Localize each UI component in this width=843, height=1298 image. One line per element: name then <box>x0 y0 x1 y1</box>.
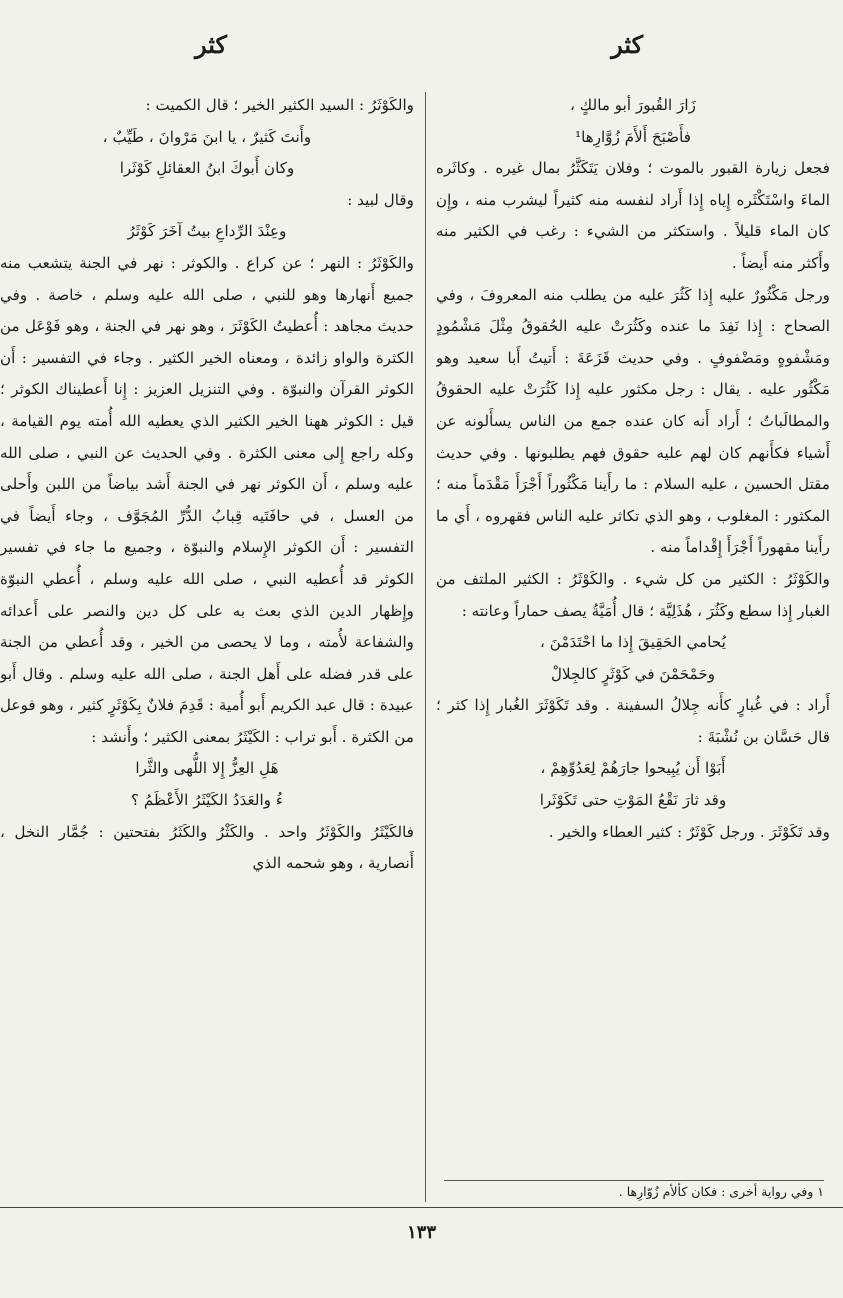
column-divider <box>425 92 426 1202</box>
verse-line: زَارَ القُبورَ أبو مالكٍ ، <box>570 96 696 114</box>
footnote: ١ وفي رواية أخرى : فكان كألأم زُوّارِها . <box>444 1180 824 1201</box>
verse-line: وعِنْدَ الرِّداعِ بيتُ آخَرَ كَوْثَرُ <box>127 222 287 241</box>
paragraph: أَراد : في غُبارٍ كأَنه جِلالُ السفينة . وقد تَكَوْثَرَ الغُبار إِذا كثر ؛ قال حَسَّان بن نُشْبَةَ : <box>436 696 830 746</box>
verse-line: فأَصْبَحَ أَلأَمَ زُوَّارِها¹ <box>574 127 692 146</box>
paragraph: وقال لبيد : <box>347 190 414 209</box>
right-column <box>436 90 830 1202</box>
bottom-rule <box>0 1207 843 1208</box>
paragraph: فجعل زيارة القبور بالموت ؛ وفلان يَتَكَثَّرُ بمال غيره . وكاثَره الماءَ واسْتَكْثَره إِياه إِذا أَراد لنفسه منه كثيراً ليشرب منه ، وإِن كان الماء قليلاً . واستكثر من الشيء : رغب في الكثير منه وأَكثر منه أَيضاً . <box>436 159 830 272</box>
verse-line: وكان أَبوكَ ابنُ العقائلِ كَوْثَرا <box>119 159 295 178</box>
paragraph: ورجل مَكْثُورٌ عليه إِذا كَثُرَ عليه من يطلب منه المعروفَ ، وفي الصحاح : إِذا نَفِدَ ما عنده وكَثُرَتْ عليه الحُقوقُ مِثْلَ مَشْمُودٍ ومَشْفوهٍ ومَضْفوفٍ . وفي حديث قَزَعَةَ : أَتيتُ أَبا سعيد وهو مَكْثُور عليه . يقال : رجل مكثور عليه إِذا كَثُرَتْ عليه الحقوقُ والمطالَباتُ ؛ أَراد أَنه كان عنده جمع من الناس يسأَلونه عن أَشياء فكأَنهم كان لهم عليه حقوق فهم يطلبونها . وفي حديث مقتل الحسين ، عليه السلام : ما رأَينا مَكْثُوراً أَجْرَأَ مَقْدَماً منه ؛ المكثور : المغلوب ، وهو الذي تكاثر عليه الناس فقهروه ، أَي ما رأَينا مقهوراً أَجْرَأَ إِقْداماً منه . <box>436 285 830 557</box>
paragraph: والكَوْثَرُ : النهر ؛ عن كراع . والكوثر : نهر في الجنة يتشعب منه جميع أَنهارها وهو للنبي ، صلى الله عليه وسلم ، خاصة . وفي حديث مجاهد : أُعطيتُ الكَوْثَرَ ، وهو نهر في الجنة ، وهو فَوْعَل من الكثرة والواو زائدة ، ومعناه الخير الكثير . وجاء في التفسير : أَن الكوثر القرآن والنبوّة . وفي التنزيل العزيز : إِنا أَعطيناك الكوثر ؛ قيل : الكوثر ههنا الخير الكثير الذي يعطيه الله أُمته يوم القيامة ، وكله راجع إِلى معنى الكثرة . وفي الحديث عن النبي ، صلى الله عليه وسلم ، أَن الكوثر نهر في الجنة أَشد بياضاً من اللبن وأَحلى من العسل ، في حافَتَيه قِبابُ الدُّرِّ المُجَوَّف ، وجاء أَيضاً في التفسير : أَن الكوثر الإِسلام والنبوّة ، وجميع ما جاء في تفسير الكوثر قد أُعطيه النبي ، صلى الله عليه وسلم ، أُعطي النبوّة وإِظهار الدين الذي بعث به على كل دين والنصر على أَعدائه والشفاعة لأُمته ، وما لا يحصى من الخير ، وقد أُعطي من الجنة على قدر فضله على أَهل الجنة ، صلى الله عليه وسلم . وقال أَبو عبيدة : قال عبد الكريم أَبو أُمية : قَدِمَ فلانٌ بِكَوْثَرٍ كثير ، وهو فوعل من الكثرة . أَبو تراب : الكَيْثَرُ بمعنى الكثير ؛ وأَنشد : <box>0 253 414 746</box>
paragraph: وقد تَكَوْثَرَ . ورجل كَوْثَرٌ : كثير العطاء والخير . <box>548 822 830 841</box>
page-number: ١٣٣ <box>406 1222 436 1243</box>
verse-line: وحَمْحَمْنَ في كَوْثَرٍ كالجِلالْ <box>550 664 716 683</box>
paragraph: والكَوْثَرُ : السيد الكثير الخير ؛ قال الكميت : <box>145 96 414 114</box>
verse-line: يُحامي الحَقِيقَ إِذا ما احْتَدَمْنَ ، <box>540 633 726 652</box>
header-word-left: كثر <box>195 30 227 59</box>
paragraph: والكَوْثَرُ : الكثير من كل شيء . والكَوْثَرُ : الكثير الملتف من الغبار إِذا سطع وكَثُرَ ، هُذَلِيَّة ؛ قال أُمَيَّةُ يصف حماراً وعانته : <box>436 569 830 620</box>
verse-line: وأَنتَ كَثيرٌ ، يا ابنَ مَرْوانَ ، طَيِّبٌ ، <box>102 127 312 146</box>
paragraph: فالكَيْثَرُ والكَوْثَرُ واحد . والكَثْرُ والكَثَرُ بفتحتين : جُمَّار النخل ، أَنصارية ، وهو شحمه الذي <box>0 822 414 873</box>
header-word-right: كثر <box>611 30 643 59</box>
verse-line: ءُ والعَدَدُ الكَيْثَرُ الأَعْظَمُ ؟ <box>130 791 284 810</box>
verse-line: وقد ثارَ نَقْعُ المَوْتِ حتى تَكَوْثَرا <box>539 791 727 810</box>
verse-line: أَبَوْا أَن يُبِيحوا جارَهُمْ لِعَدُوِّهِمْ ، <box>540 759 726 778</box>
verse-line: هَلِ العِزُّ إِلا اللُّهى والثَّرا <box>135 759 279 778</box>
left-column <box>0 90 414 1202</box>
